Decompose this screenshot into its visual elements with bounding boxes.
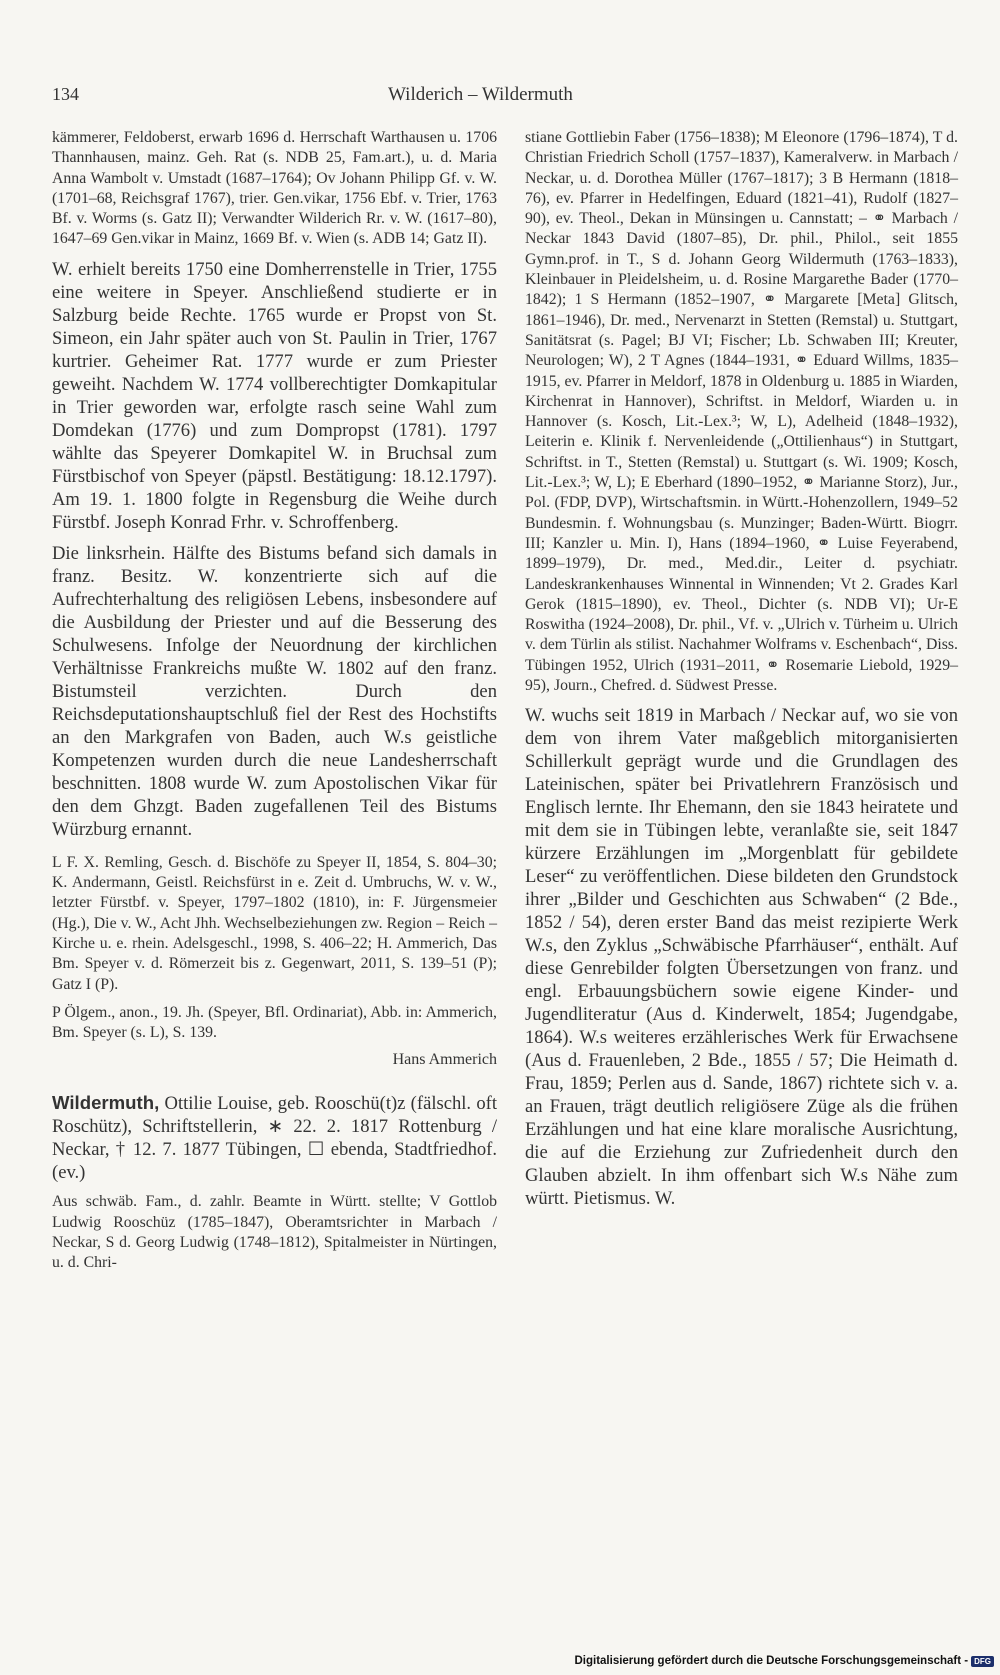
body-paragraph-2: Die linksrhein. Hälfte des Bistums befand sich damals in franz. Besitz. W. konzentrierte sich auf die Aufrechterhaltung des religiösen Lebens, insbesondere auf die Ausbildung der Priester und auf die Besserung des Schulwesens. Infolge der Neuordnung der kirchlichen Verhältnisse Frankreichs mußte W. 1802 auf den franz. Bistumsteil verzichten. Durch den Reichsdeputationshauptschluß fiel der Rest des Hochstifts an den Markgrafen von Baden, auch W.s geistliche Kompetenzen wurden durch die neue Landesherrschaft beschnitten. 1808 wurde W. zum Apostolischen Vikar für den dem Ghzgt. Baden zugefallenen Teil des Bistums Würzburg ernannt.	[52, 542, 497, 840]
right-column	[525, 128, 958, 1210]
genealogy-continuation: kämmerer, Feldoberst, erwarb 1696 d. Herrschaft Warthausen u. 1706 Thannhausen, mainz. Geh. Rat (s. NDB 25, Fam.art.), u. d. Maria Anna Wambolt v. Umstadt (1687–1764); Ov Johann Philipp Gf. v. W. (1701–68, Reichsgraf 1767), trier. Gen.vikar, 1756 Ebf. v. Trier, 1763 Bf. v. Worms (s. Gatz II); Verwandter Wilderich Rr. v. W. (1617–80), 1647–69 Gen.vikar in Mainz, 1669 Bf. v. Wien (s. ADB 14; Gatz II).	[52, 129, 497, 248]
body-paragraph-1: W. erhielt bereits 1750 eine Domherrenstelle in Trier, 1755 eine weitere in Speyer. Anschließend studierte er in Salzburg beide Rechte. 1765 wurde er Propst von St. Simeon, ein Jahr später auch von St. Paulin in Trier, 1767 kurtrier. Geheimer Rat. 1777 wurde er zum Priester geweiht. Nachdem W. 1774 vollberechtigter Domkapitular in Trier geworden war, erfolgte rasch seine Wahl zum Domdekan (1776) und zum Dompropst (1781). 1797 wählte das Speyerer Domkapitel W. in Bruchsal zum Fürstbischof von Speyer (päpstl. Bestätigung: 18.12.1797). Am 19. 1. 1800 folgte in Regensburg die Weihe durch Fürstbf. Joseph Konrad Frhr. v. Schroffenberg.	[52, 258, 497, 533]
entry-heading-details: Ottilie Louise, geb. Rooschü(t)z (fälschl. oft Roschütz), Schriftstellerin, ∗ 22. 2. 1817 Rottenburg / Neckar, † 12. 7. 1877 Tübingen, ☐ ebenda, Stadtfriedhof. (ev.)	[52, 1093, 497, 1184]
genealogy-start: Aus schwäb. Fam., d. zahlr. Beamte in Württ. stellte; V Gottlob Ludwig Rooschüz (1785–1847), Oberamtsrichter in Marbach / Neckar, S d. Georg Ludwig (1748–1812), Spitalmeister in Nürtingen, u. d. Chri-	[52, 1193, 497, 1272]
entry-name: Wildermuth,	[52, 1092, 160, 1114]
page-number: 134	[52, 84, 79, 104]
left-column	[52, 128, 497, 1274]
author-signature: Hans Ammerich	[392, 1051, 497, 1069]
body-paragraph-right: W. wuchs seit 1819 in Marbach / Neckar auf, wo sie von dem von ihrem Vater maßgeblich mitorganisierten Schillerkult geprägt wurde und die Grundlagen des Lateinischen, später bei Privatlehrern Französisch und Englisch lernte. Ihr Ehemann, den sie 1843 heiratete und mit dem sie in Tübingen lebte, veranlaßte sie, seit 1847 kürzere Erzählungen im „Morgenblatt für gebildete Leser“ zu veröffentlichen. Diese bildeten den Grundstock ihrer „Bilder und Geschichten aus Schwaben“ (2 Bde., 1852 / 54), deren erster Band das meist rezipierte Werk W.s, den Zyklus „Schwäbische Pfarrhäuser“, enthält. Auf diese Genrebilder folgten Übersetzungen von franz. und engl. Erbauungsbüchern sowie eigene Kinder- und Jugendliteratur (Aus d. Kinderwelt, 1854; Jugendgabe, 1864). W.s weiteres erzählerisches Werk für Erwachsene (Aus d. Frauenleben, 2 Bde., 1855 / 57; Die Heimath d. Frau, 1859; Perlen aus d. Sande, 1867) richtete sich v. a. an Frauen, trägt deutlich religiösere Züge als die frühen Erzählungen und hat eine klare moralische Ausrichtung, die auf die Erziehung zur Zufriedenheit durch den Glauben abzielt. In ihm offenbart sich W.s Nähe zum württ. Pietismus. W.	[525, 705, 958, 1210]
footer	[574, 1655, 994, 1667]
genealogy-continuation-right: stiane Gottliebin Faber (1756–1838); M Eleonore (1796–1874), T d. Christian Friedrich Scholl (1757–1837), Kameralverw. in Marbach / Neckar, u. d. Dorothea Müller (1767–1817); 3 B Hermann (1818–76), ev. Pfarrer in Hedelfingen, Eduard (1821–41), Rudolf (1827–90), ev. Theol., Dekan in Münsingen u. Cannstatt; – ⚭ Marbach / Neckar 1843 David (1807–85), Dr. phil., Philol., seit 1855 Gymn.prof. in T., S d. Johann Georg Wildermuth (1763–1833), Kleinbauer in Pleidelsheim, u. d. Rosine Margarethe Bader (1770–1842); 1 S Hermann (1852–1907, ⚭ Margarete [Meta] Glitsch, 1861–1946), Dr. med., Nervenarzt in Stetten (Remstal) u. Stuttgart, Sanitätsrat (s. Pagel; BJ VI; Fischer; Lb. Schwaben III; Kreuter, Neurologen; W), 2 T Agnes (1844–1931, ⚭ Eduard Willms, 1835–1915, ev. Pfarrer in Meldorf, 1878 in Oldenburg u. 1885 in Wiarden, Kirchenrat in Hannover), Schriftst. in Meldorf, Wiarden u. in Hannover (s. Kosch, Lit.-Lex.³; W, L), Adelheid (1848–1932), Leiterin e. Klinik f. Nervenleidende („Ottilienhaus“) in Stuttgart, Schriftst. in T., Stetten (Remstal) u. Stuttgart (s. Wi. 1909; Kosch, Lit.-Lex.³; W, L); E Eberhard (1890–1952, ⚭ Marianne Storz), Jur., Pol. (FDP, DVP), Wirtschaftsmin. in Württ.-Hohenzollern, 1949–52 Bundesmin. f. Wohnungsbau (s. Munzinger; Baden-Württ. Biogrr. III; Kanzler u. Min. I), Hans (1894–1960, ⚭ Luise Feyerabend, 1899–1979), Dr. med., Med.dir., Leiter d. psychiatr. Landeskrankenhauses Winnental in Winnenden; Vt 2. Grades Karl Gerok (1815–1890), ev. Theol., Dichter (s. NDB VI); Ur-E Roswitha (1924–2008), Dr. phil., Vf. v. „Ulrich v. Türheim u. Ulrich v. dem Türlin als stilist. Nachahmer Wolframs v. Eschenbach“, Diss. Tübingen 1952, Ulrich (1931–2011, ⚭ Rosemarie Liebold, 1929–95), Journ., Chefred. d. Südwest Presse.	[525, 129, 958, 695]
portraits-section: P Ölgem., anon., 19. Jh. (Speyer, Bfl. Ordinariat), Abb. in: Ammerich, Bm. Speyer (s. L), S. 139.	[52, 1003, 497, 1042]
footer-text: Digitalisierung gefördert durch die Deutsche Forschungsgemeinschaft -	[574, 1655, 969, 1667]
dfg-logo: DFG	[971, 1656, 994, 1667]
entry-heading	[52, 1091, 497, 1184]
literature-section: L F. X. Remling, Gesch. d. Bischöfe zu Speyer II, 1854, S. 804–30; K. Andermann, Geistl. Reichsfürst in e. Zeit d. Umbruchs, W. v. W., letzter Fürstbf. v. Speyer, 1797–1802 (1810), in: F. Jürgensmeier (Hg.), Die v. W., Acht Jhh. Wechselbeziehungen zw. Region – Reich – Kirche u. e. rhein. Adelsgeschl., 1998, S. 406–22; H. Ammerich, Das Bm. Speyer v. d. Römerzeit bis z. Gegenwart, 2011, S. 139–51 (P); Gatz I (P).	[52, 853, 497, 993]
running-head: Wilderich – Wildermuth	[388, 84, 573, 105]
